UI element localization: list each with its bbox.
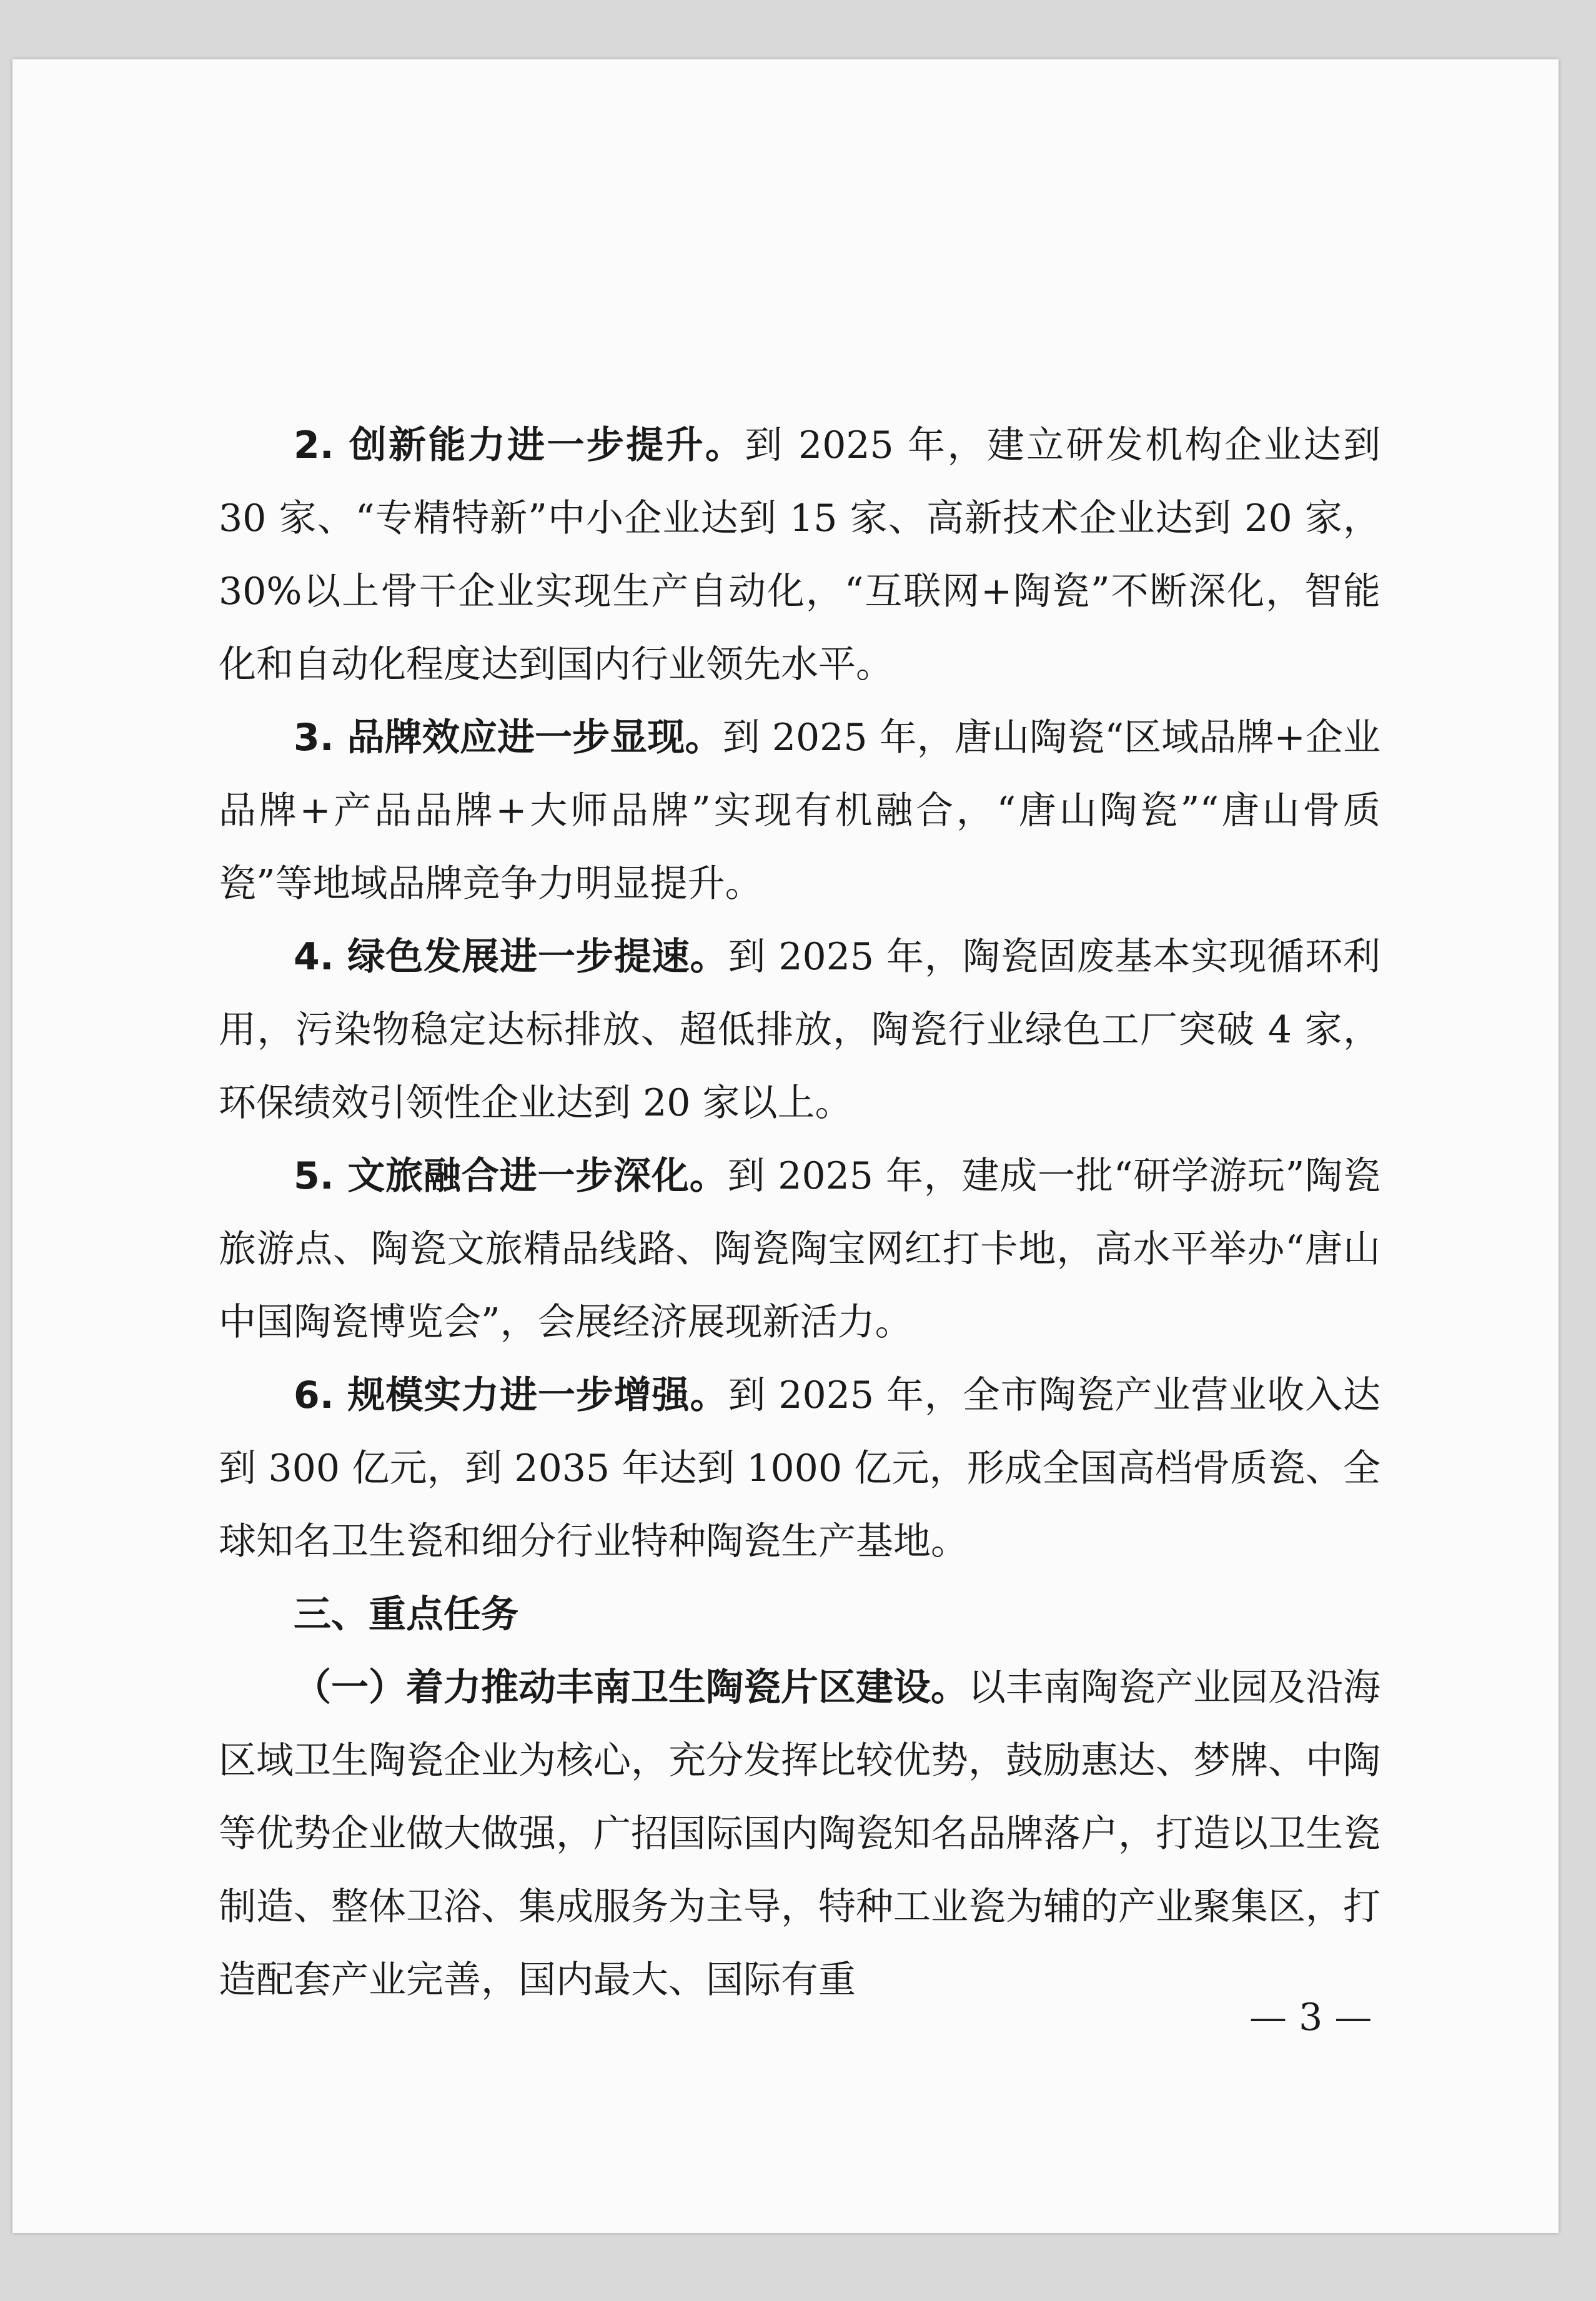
paragraph-scale — [219, 1359, 1380, 1578]
paragraph-heading: 6. 规模实力进一步增强。 — [294, 1373, 728, 1417]
paragraph-text: 到 2025 年，建成一批“研学游玩”陶瓷旅游点、陶瓷文旅精品线路、陶瓷陶宝网红打卡地，高水平举办“唐山中国陶瓷博览会”，会展经济展现新活力。 — [219, 1154, 1380, 1344]
paragraph-innovation — [219, 409, 1380, 701]
paragraph-fengnan-task — [219, 1651, 1380, 2017]
paragraph-tourism — [219, 1140, 1380, 1359]
document-body — [219, 409, 1380, 2017]
paragraph-text: 到 2025 年，全市陶瓷产业营业收入达到 300 亿元，到 2035 年达到 1000 亿元，形成全国高档骨质瓷、全球知名卫生瓷和细分行业特种陶瓷生产基地。 — [219, 1373, 1380, 1563]
paragraph-brand — [219, 701, 1380, 921]
paragraph-heading: 5. 文旅融合进一步深化。 — [294, 1154, 728, 1198]
paragraph-heading: 3. 品牌效应进一步显现。 — [294, 716, 723, 760]
paragraph-heading: 2. 创新能力进一步提升。 — [294, 423, 745, 467]
paragraph-green — [219, 921, 1380, 1140]
section-heading: 三、重点任务 — [294, 1593, 518, 1636]
document-page — [12, 59, 1559, 2233]
paragraph-text: 以丰南陶瓷产业园及沿海区域卫生陶瓷企业为核心，充分发挥比较优势，鼓励惠达、梦牌、中陶等优势企业做大做强，广招国际国内陶瓷知名品牌落户，打造以卫生瓷制造、整体卫浴、集成服务为主导，特种工业瓷为辅的产业聚集区，打造配套产业完善，国内最大、国际有重 — [219, 1666, 1380, 2002]
paragraph-text: 到 2025 年，陶瓷固废基本实现循环利用，污染物稳定达标排放、超低排放，陶瓷行业绿色工厂突破 4 家，环保绩效引领性企业达到 20 家以上。 — [219, 935, 1380, 1125]
paragraph-text: 到 2025 年，建立研发机构企业达到 30 家、“专精特新”中小企业达到 15 家、高新技术企业达到 20 家，30%以上骨干企业实现生产自动化，“互联网+陶瓷”不断深化，智能化和自动化程度达到国内行业领先水平。 — [219, 423, 1380, 686]
paragraph-heading: 4. 绿色发展进一步提速。 — [294, 935, 728, 979]
page-number: — 3 — — [1249, 1996, 1372, 2039]
paragraph-heading: （一）着力推动丰南卫生陶瓷片区建设。 — [294, 1666, 968, 1710]
paragraph-text: 到 2025 年，唐山陶瓷“区域品牌+企业品牌+产品品牌+大师品牌”实现有机融合，“唐山陶瓷”“唐山骨质瓷”等地域品牌竞争力明显提升。 — [219, 716, 1380, 906]
